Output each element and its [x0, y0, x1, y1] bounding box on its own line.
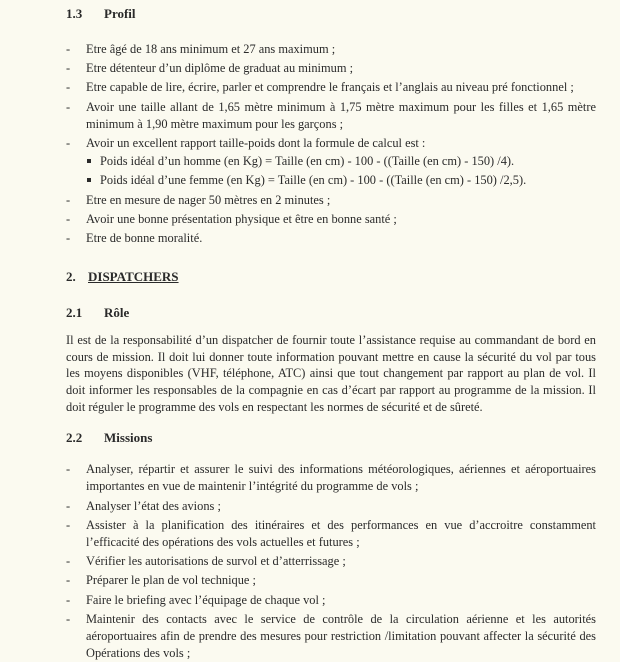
- list-item: - Etre en mesure de nager 50 mètres en 2 minutes ;: [66, 192, 596, 209]
- section-2-2-heading: [66, 430, 596, 446]
- list-item: - Vérifier les autorisations de survol et d’atterrissage ;: [66, 553, 596, 570]
- section-number: 2.2: [66, 430, 83, 446]
- section-number: 1.3: [66, 6, 83, 21]
- section-number: 2.: [66, 269, 76, 285]
- list-item: - Etre de bonne moralité.: [66, 230, 596, 247]
- list-item: - Etre capable de lire, écrire, parler et comprendre le français et l’anglais au niveau pré fonctionnel ;: [66, 79, 596, 96]
- formula-item: Poids idéal d’une femme (en Kg) = Taille (en cm) - 100 - ((Taille (en cm) - 150) /2,5).: [86, 172, 596, 189]
- list-item: - Analyser l’état des avions ;: [66, 498, 596, 515]
- section-title: Rôle: [104, 305, 130, 321]
- list-item: - Etre âgé de 18 ans minimum et 27 ans maximum ;: [66, 41, 596, 58]
- section-title: Profil: [104, 6, 136, 21]
- section-2-1-heading: [66, 305, 596, 321]
- section-title: Missions: [104, 430, 153, 446]
- section-number: 2.1: [66, 305, 83, 321]
- list-item: - Maintenir des contacts avec le service de contrôle de la circulation aérienne et les autorités aéroportuaires afin de prendre des mesures pour restriction /limitation pouvant affecter la sécurité des Opérations des vols ;: [66, 611, 596, 662]
- list-item: [66, 135, 596, 190]
- list-item: - Etre détenteur d’un diplôme de graduat au minimum ;: [66, 60, 596, 77]
- formula-list: [86, 153, 596, 189]
- list-item: - Préparer le plan de vol technique ;: [66, 572, 596, 589]
- role-paragraph: Il est de la responsabilité d’un dispatcher de fournir toute l’assistance requise au commandant de bord en cours de mission. Il doit lui donner toute information pouvant mettre en cause la sécurité du vol par tous les moyens disponibles (VHF, téléphone, ATC) ainsi que tout changement par rapport au plan de vol. Il doit informer les responsables de la compagnie en cas d’écart par rapport au programme de la mission. Il doit réguler le programme des vols en respectant les normes de sécurité et de sûreté.: [66, 333, 596, 414]
- list-item: - Assister à la planification des itinéraires et des performances en vue d’accroitre constamment l’efficacité des opérations des vols actuelles et futures ;: [66, 517, 596, 551]
- list-item: - Faire le briefing avec l’équipage de chaque vol ;: [66, 592, 596, 609]
- list-item: - Avoir une bonne présentation physique et être en bonne santé ;: [66, 211, 596, 228]
- list-item: - Avoir une taille allant de 1,65 mètre minimum à 1,75 mètre maximum pour les filles et 1,65 mètre minimum à 1,90 mètre maximum pour les garçons ;: [66, 99, 596, 133]
- formula-item: Poids idéal d’un homme (en Kg) = Taille (en cm) - 100 - ((Taille (en cm) - 150) /4).: [86, 153, 596, 170]
- section-1-3-heading: [66, 6, 596, 22]
- missions-list: [66, 461, 596, 662]
- section-2-heading: [66, 269, 596, 285]
- list-item: - Analyser, répartir et assurer le suivi des informations météorologiques, aériennes et aéroportuaires importantes en vue de maintenir l’intégrité du programme de vols ;: [66, 461, 596, 495]
- section-title: DISPATCHERS: [88, 269, 179, 285]
- list-item-text: Avoir un excellent rapport taille-poids dont la formule de calcul est :: [86, 136, 426, 151]
- profil-list: [66, 41, 596, 247]
